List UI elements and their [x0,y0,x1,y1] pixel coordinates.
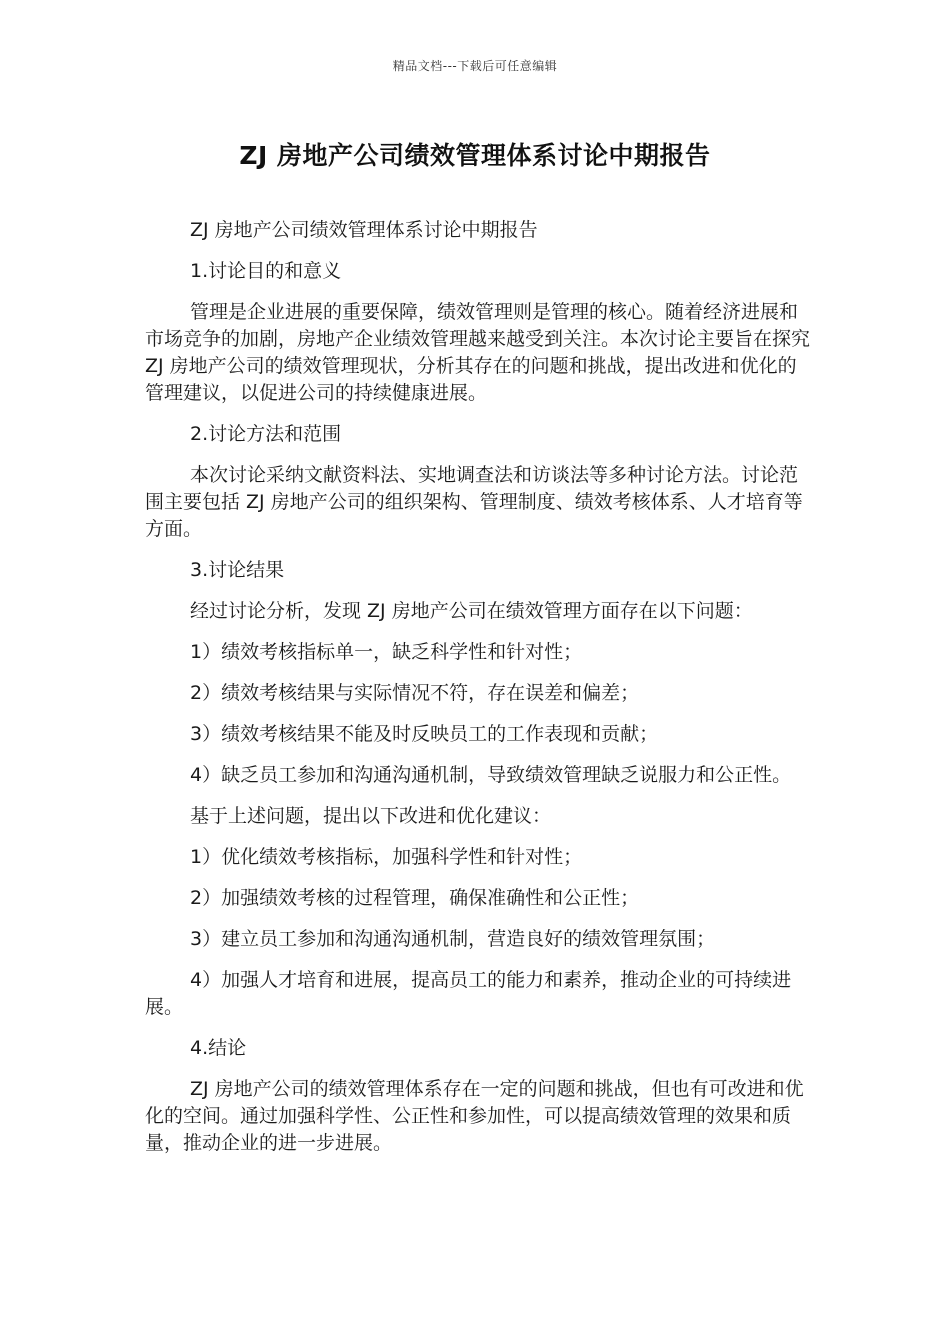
paragraph: 管理是企业进展的重要保障，绩效管理则是管理的核心。随着经济进展和市场竞争的加剧，房地产企业绩效管理越来越受到关注。本次讨论主要旨在探究 ZJ 房地产公司的绩效管理现状，分析其存在的问题和挑战，提出改进和优化的管理建议，以促进公司的持续健康进展。 [145,301,811,404]
paragraph: 本次讨论采纳文献资料法、实地调查法和访谈法等多种讨论方法。讨论范围主要包括 ZJ 房地产公司的组织架构、管理制度、绩效考核体系、人才培育等方面。 [145,464,803,540]
suggestion-list-item: 4）加强人才培育和进展，提高员工的能力和素养，推动企业的可持续进展。 [145,969,792,1018]
section-heading: 3.讨论结果 [190,559,285,581]
suggestion-list-item: 1）优化绩效考核指标，加强科学性和针对性； [190,846,583,868]
section-heading: 4.结论 [190,1037,247,1059]
document-body [145,217,810,1171]
problem-list-item: 3）绩效考核结果不能及时反映员工的工作表现和贡献； [190,723,659,745]
suggestion-list-item: 2）加强绩效考核的过程管理，确保准确性和公正性； [190,887,640,909]
section-heading: 1.讨论目的和意义 [190,260,342,282]
suggestion-list-item: 3）建立员工参加和沟通沟通机制，营造良好的绩效管理氛围； [190,928,716,950]
section-heading: 2.讨论方法和范围 [190,423,342,445]
paragraph: ZJ 房地产公司的绩效管理体系存在一定的问题和挑战，但也有可改进和优化的空间。通过加强科学性、公正性和参加性，可以提高绩效管理的效果和质量，推动企业的进一步进展。 [145,1078,804,1154]
header-note: 精品文档---下载后可任意编辑 [392,59,558,73]
paragraph: 经过讨论分析，发现 ZJ 房地产公司在绩效管理方面存在以下问题： [190,600,753,622]
paragraph-subtitle: ZJ 房地产公司绩效管理体系讨论中期报告 [190,219,538,241]
paragraph: 基于上述问题，提出以下改进和优化建议： [190,805,552,827]
problem-list-item: 1）绩效考核指标单一，缺乏科学性和针对性； [190,641,583,663]
problem-list-item: 2）绩效考核结果与实际情况不符，存在误差和偏差； [190,682,640,704]
document-title: ZJ 房地产公司绩效管理体系讨论中期报告 [239,141,711,170]
problem-list-item: 4）缺乏员工参加和沟通沟通机制，导致绩效管理缺乏说服力和公正性。 [190,764,792,786]
